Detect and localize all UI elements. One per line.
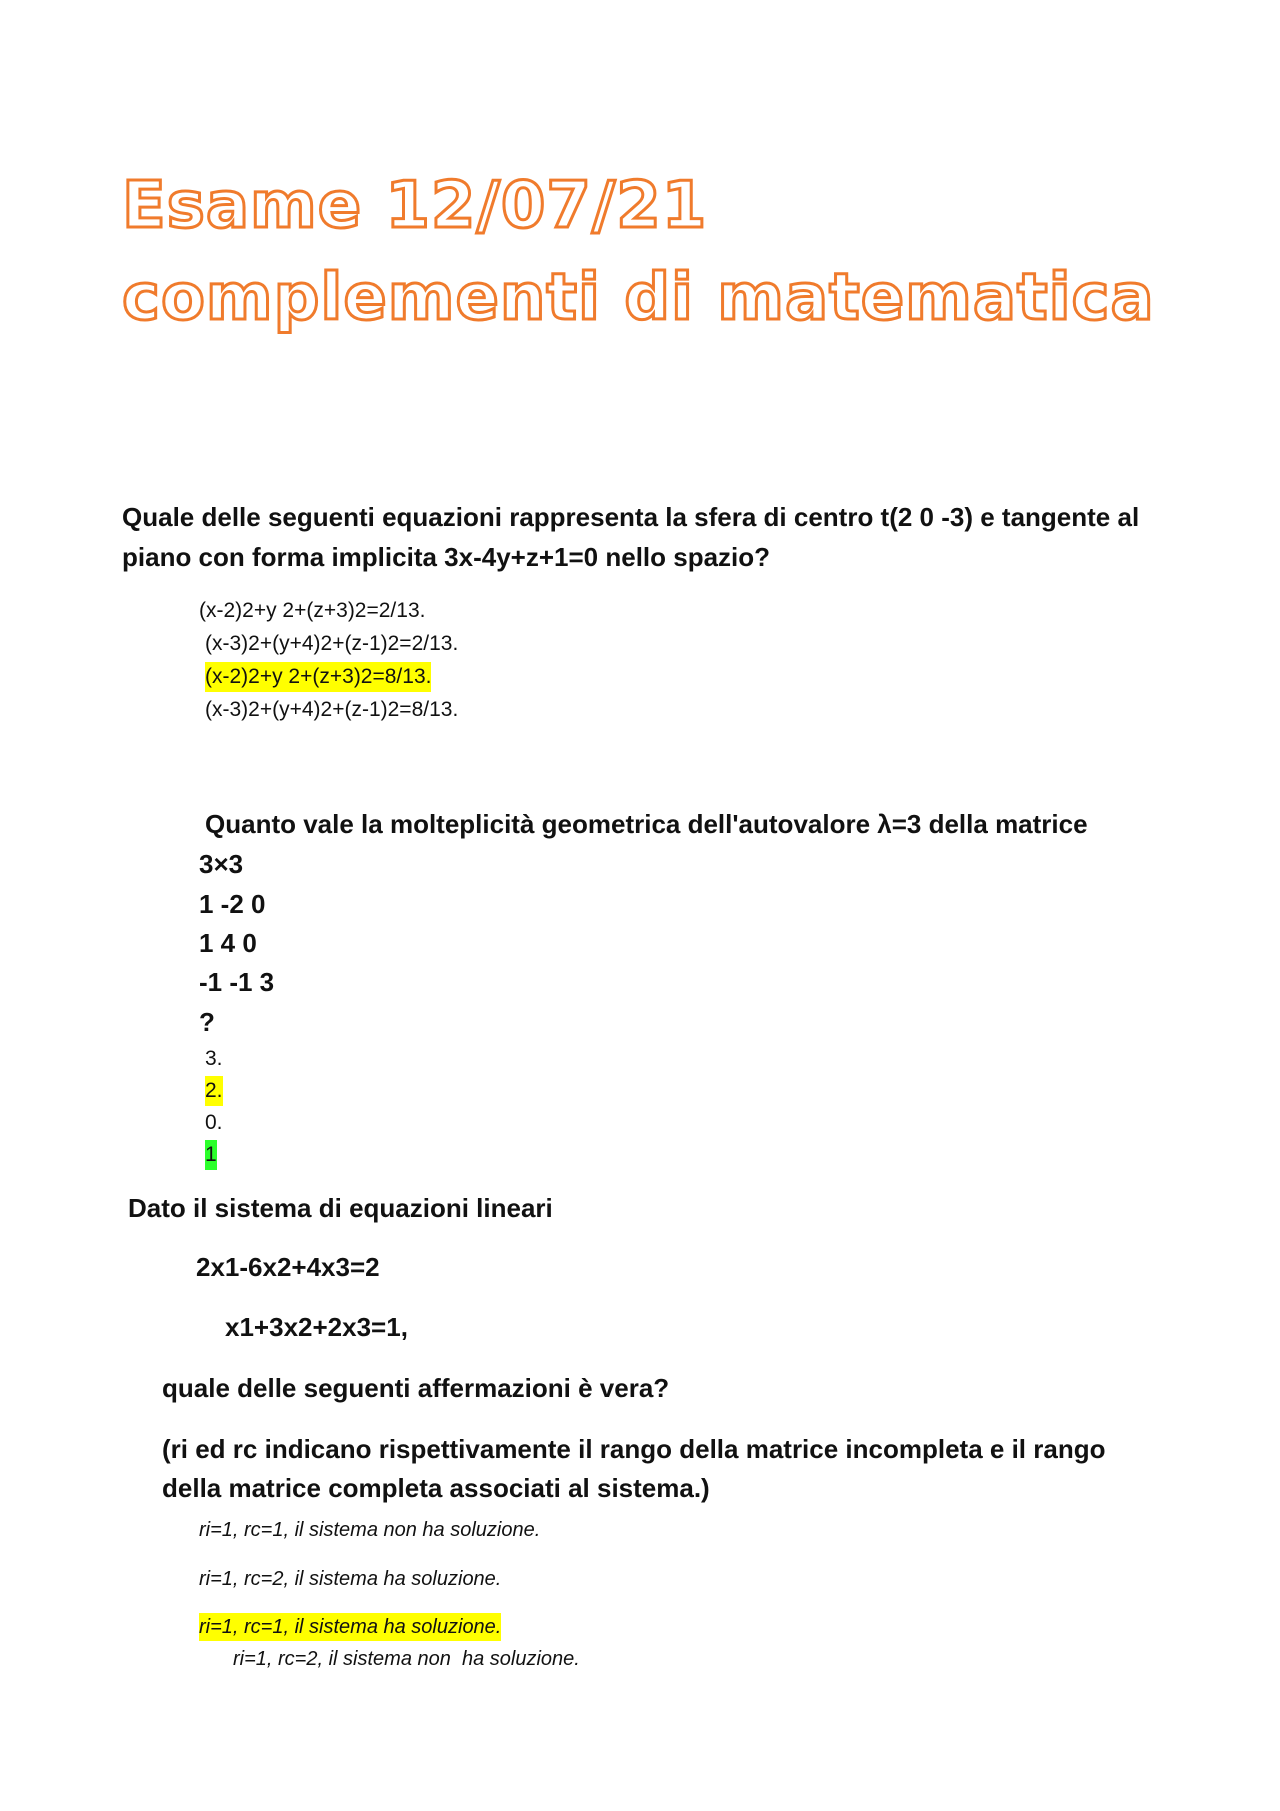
q2-text-line1: Quanto vale la molteplicità geometrica dell'autovalore λ=3 della matrice — [205, 809, 1088, 839]
q1-text-line2: piano con forma implicita 3x-4y+z+1=0 nello spazio? — [122, 542, 771, 572]
q3-equation-2: x1+3x2+2x3=1, — [225, 1312, 408, 1342]
q2-option-3: 0. — [205, 1111, 223, 1134]
q3-question: quale delle seguenti affermazioni è vera? — [162, 1373, 670, 1403]
q2-matrix-row-1: 1 -2 0 — [199, 889, 266, 919]
q3-option-2: ri=1, rc=2, il sistema ha soluzione. — [199, 1568, 502, 1590]
q1-text-line1: Quale delle seguenti equazioni rappresenta la sfera di centro t(2 0 -3) e tangente al — [122, 502, 1140, 532]
q2-option-1: 3. — [205, 1047, 223, 1070]
q3-equation-1: 2x1-6x2+4x3=2 — [196, 1252, 380, 1282]
q2-matrix-row-3: -1 -1 3 — [199, 967, 275, 997]
q3-option-1: ri=1, rc=1, il sistema non ha soluzione. — [199, 1519, 541, 1541]
q1-option-1: (x-2)2+y 2+(z+3)2=2/13. — [199, 599, 426, 622]
q3-note-line2: della matrice completa associati al sistema.) — [162, 1473, 710, 1503]
q2-text-line2: 3×3 — [199, 849, 244, 879]
q2-option-2-answer: 2. — [205, 1076, 223, 1106]
q2-option-4: 1 — [205, 1140, 217, 1170]
q3-option-4: ri=1, rc=2, il sistema non ha soluzione. — [233, 1648, 580, 1670]
page-title: Esame 12/07/21 complementi di matematica — [122, 169, 1155, 335]
q3-intro: Dato il sistema di equazioni lineari — [128, 1193, 553, 1223]
q2-matrix-row-2: 1 4 0 — [199, 928, 257, 958]
q2-question-mark: ? — [199, 1007, 215, 1037]
q3-option-3-answer: ri=1, rc=1, il sistema ha soluzione. — [199, 1613, 501, 1641]
q1-option-3-answer: (x-2)2+y 2+(z+3)2=8/13. — [205, 662, 431, 692]
q1-option-2: (x-3)2+(y+4)2+(z-1)2=2/13. — [205, 632, 459, 655]
q1-option-4: (x-3)2+(y+4)2+(z-1)2=8/13. — [205, 698, 459, 721]
q3-note-line1: (ri ed rc indicano rispettivamente il rango della matrice incompleta e il rango — [162, 1434, 1106, 1464]
